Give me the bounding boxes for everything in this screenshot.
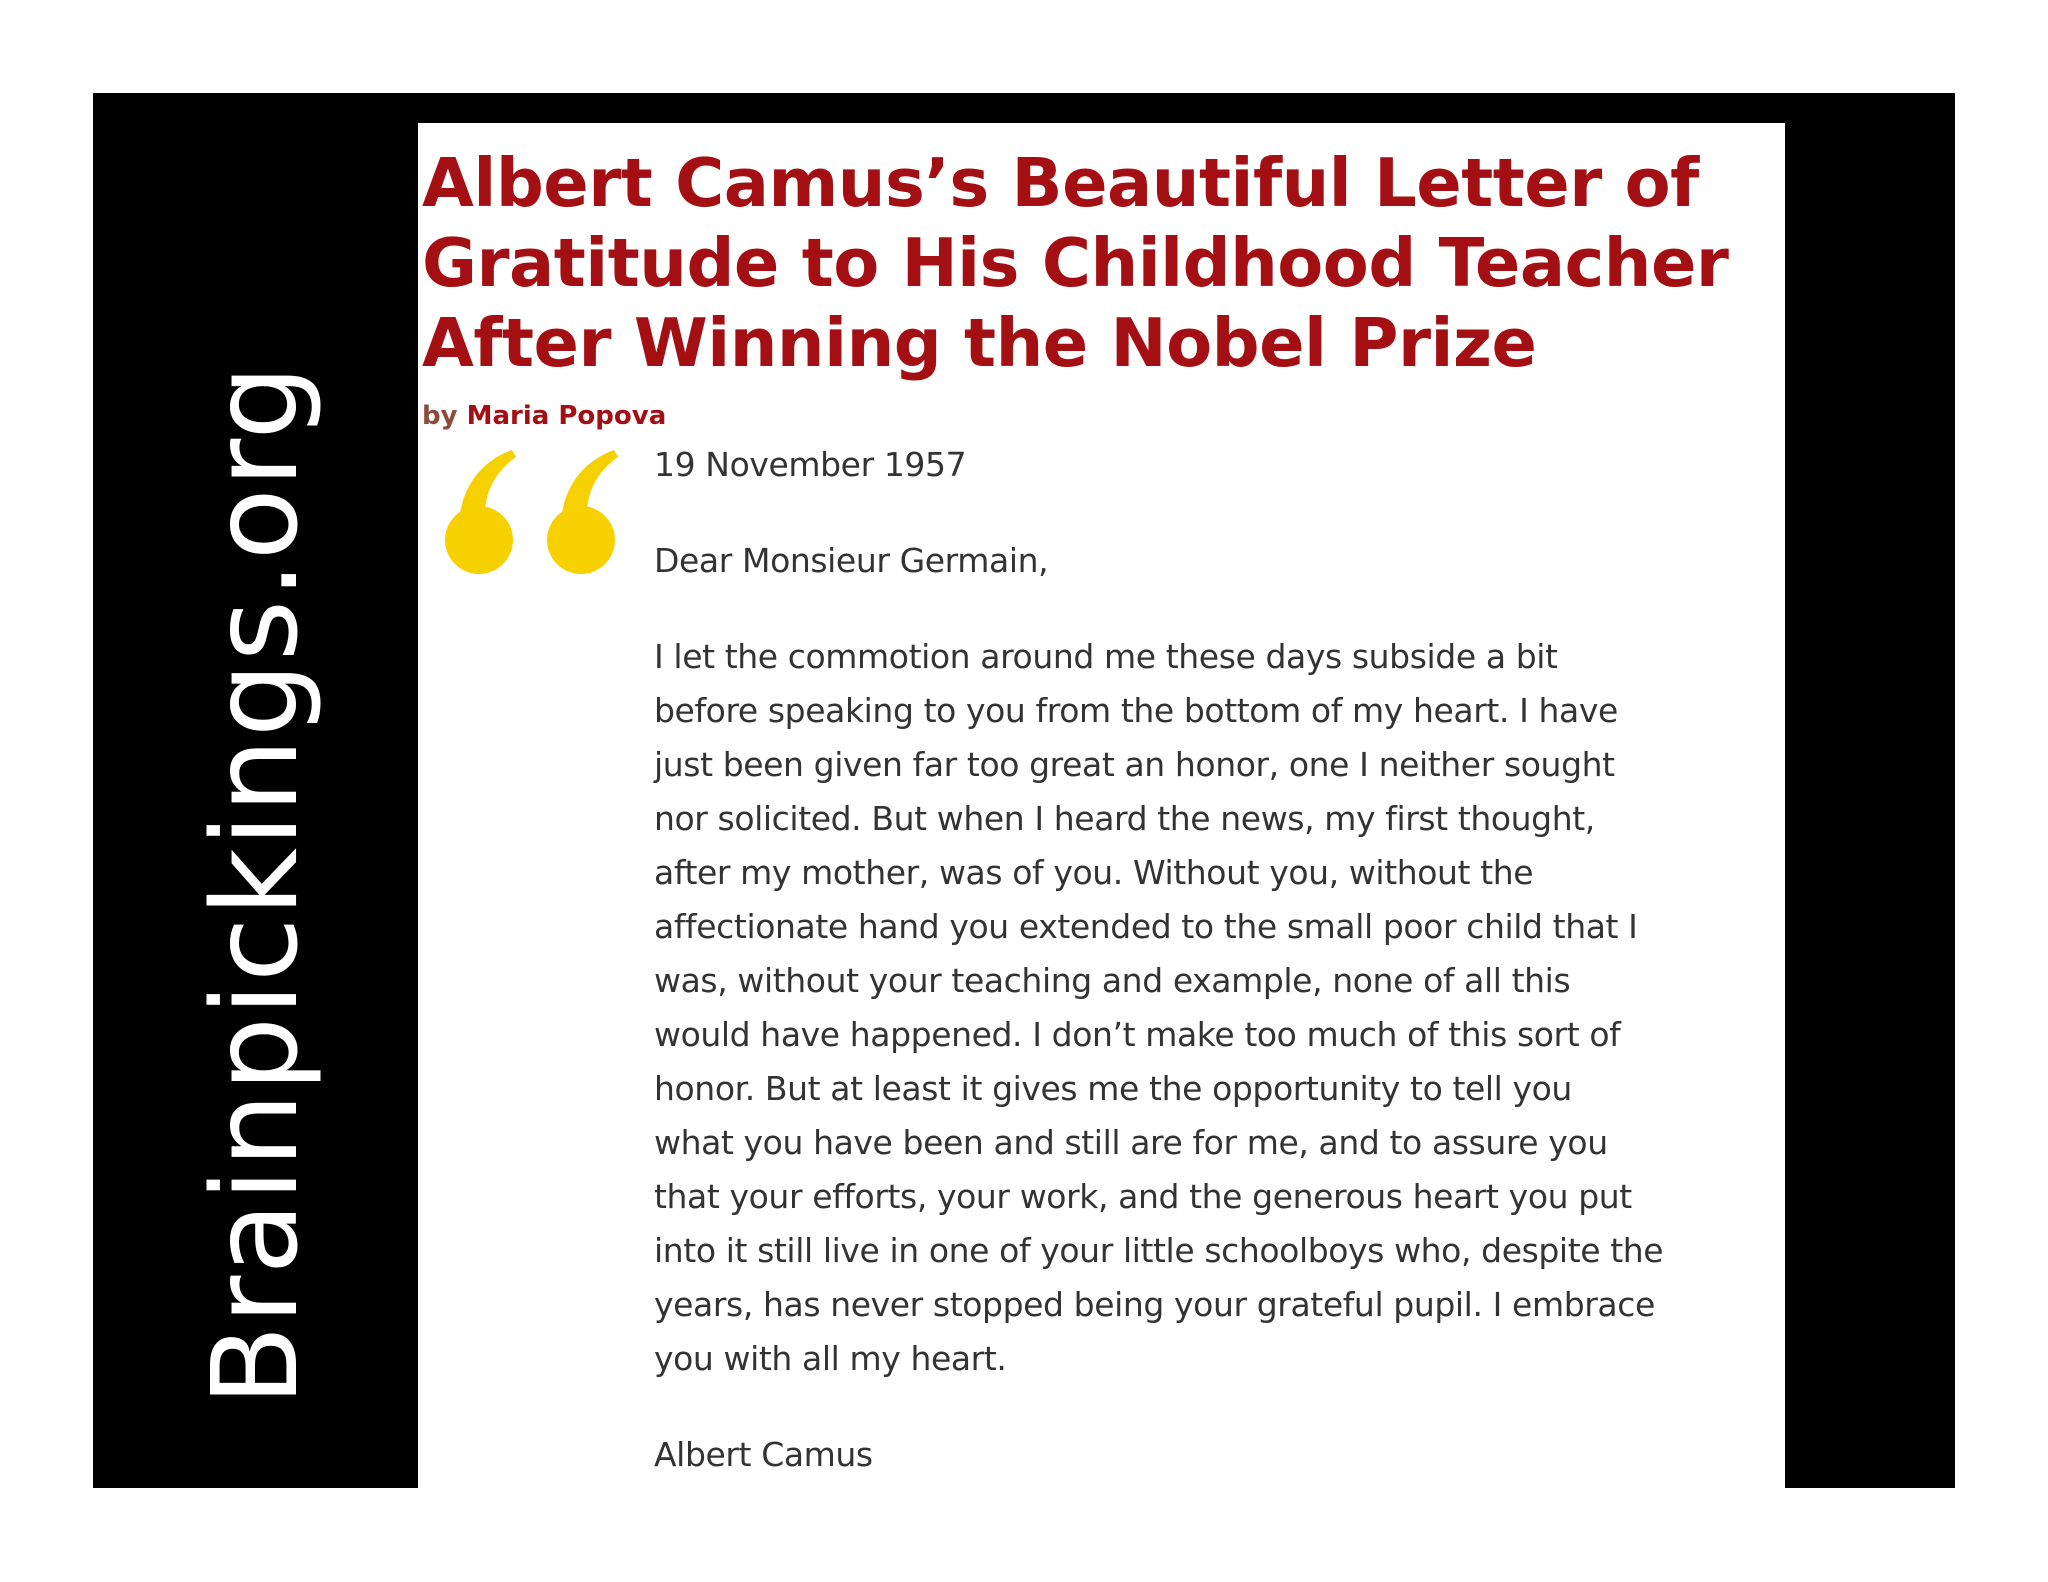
letter-body [654,630,1764,1386]
letter-line: was, without your teaching and example, none of all this [654,961,1571,1000]
site-name: Brainpickings.org [186,363,324,1407]
letter-line: you with all my heart. [654,1339,1007,1378]
letter-line: just been given far too great an honor, one I neither sought [654,745,1615,784]
open-quote-icon [436,448,631,578]
letter-line: would have happened. I don’t make too much of this sort of [654,1015,1621,1054]
letter-line: that your efforts, your work, and the generous heart you put [654,1177,1632,1216]
letter-signature: Albert Camus [654,1435,873,1474]
byline [422,400,666,432]
letter-line: before speaking to you from the bottom of my heart. I have [654,691,1618,730]
quote-glyph-right [547,450,618,574]
author-link[interactable]: Maria Popova [466,401,667,431]
letter-text [654,438,1764,1482]
article-card [418,123,1785,1488]
letter-date: 19 November 1957 [654,445,967,484]
letter-line: what you have been and still are for me, and to assure you [654,1123,1608,1162]
letter-line: honor. But at least it gives me the opportunity to tell you [654,1069,1572,1108]
letter-line: after my mother, was of you. Without you, without the [654,853,1534,892]
letter-line: affectionate hand you extended to the small poor child that I [654,907,1638,946]
letter-line: into it still live in one of your little schoolboys who, despite the [654,1231,1664,1270]
article-title: Albert Camus’s Beautiful Letter of Gratitude to His Childhood Teacher After Winning the Nobel Prize [422,144,1729,382]
letter-line: years, has never stopped being your grateful pupil. I embrace [654,1285,1655,1324]
letter-line: I let the commotion around me these days subside a bit [654,637,1558,676]
byline-prefix: by [422,401,458,431]
letter-line: nor solicited. But when I heard the news, my first thought, [654,799,1595,838]
letter-salutation: Dear Monsieur Germain, [654,541,1049,580]
sidebar [93,93,418,1488]
quote-glyph-left [445,450,516,574]
